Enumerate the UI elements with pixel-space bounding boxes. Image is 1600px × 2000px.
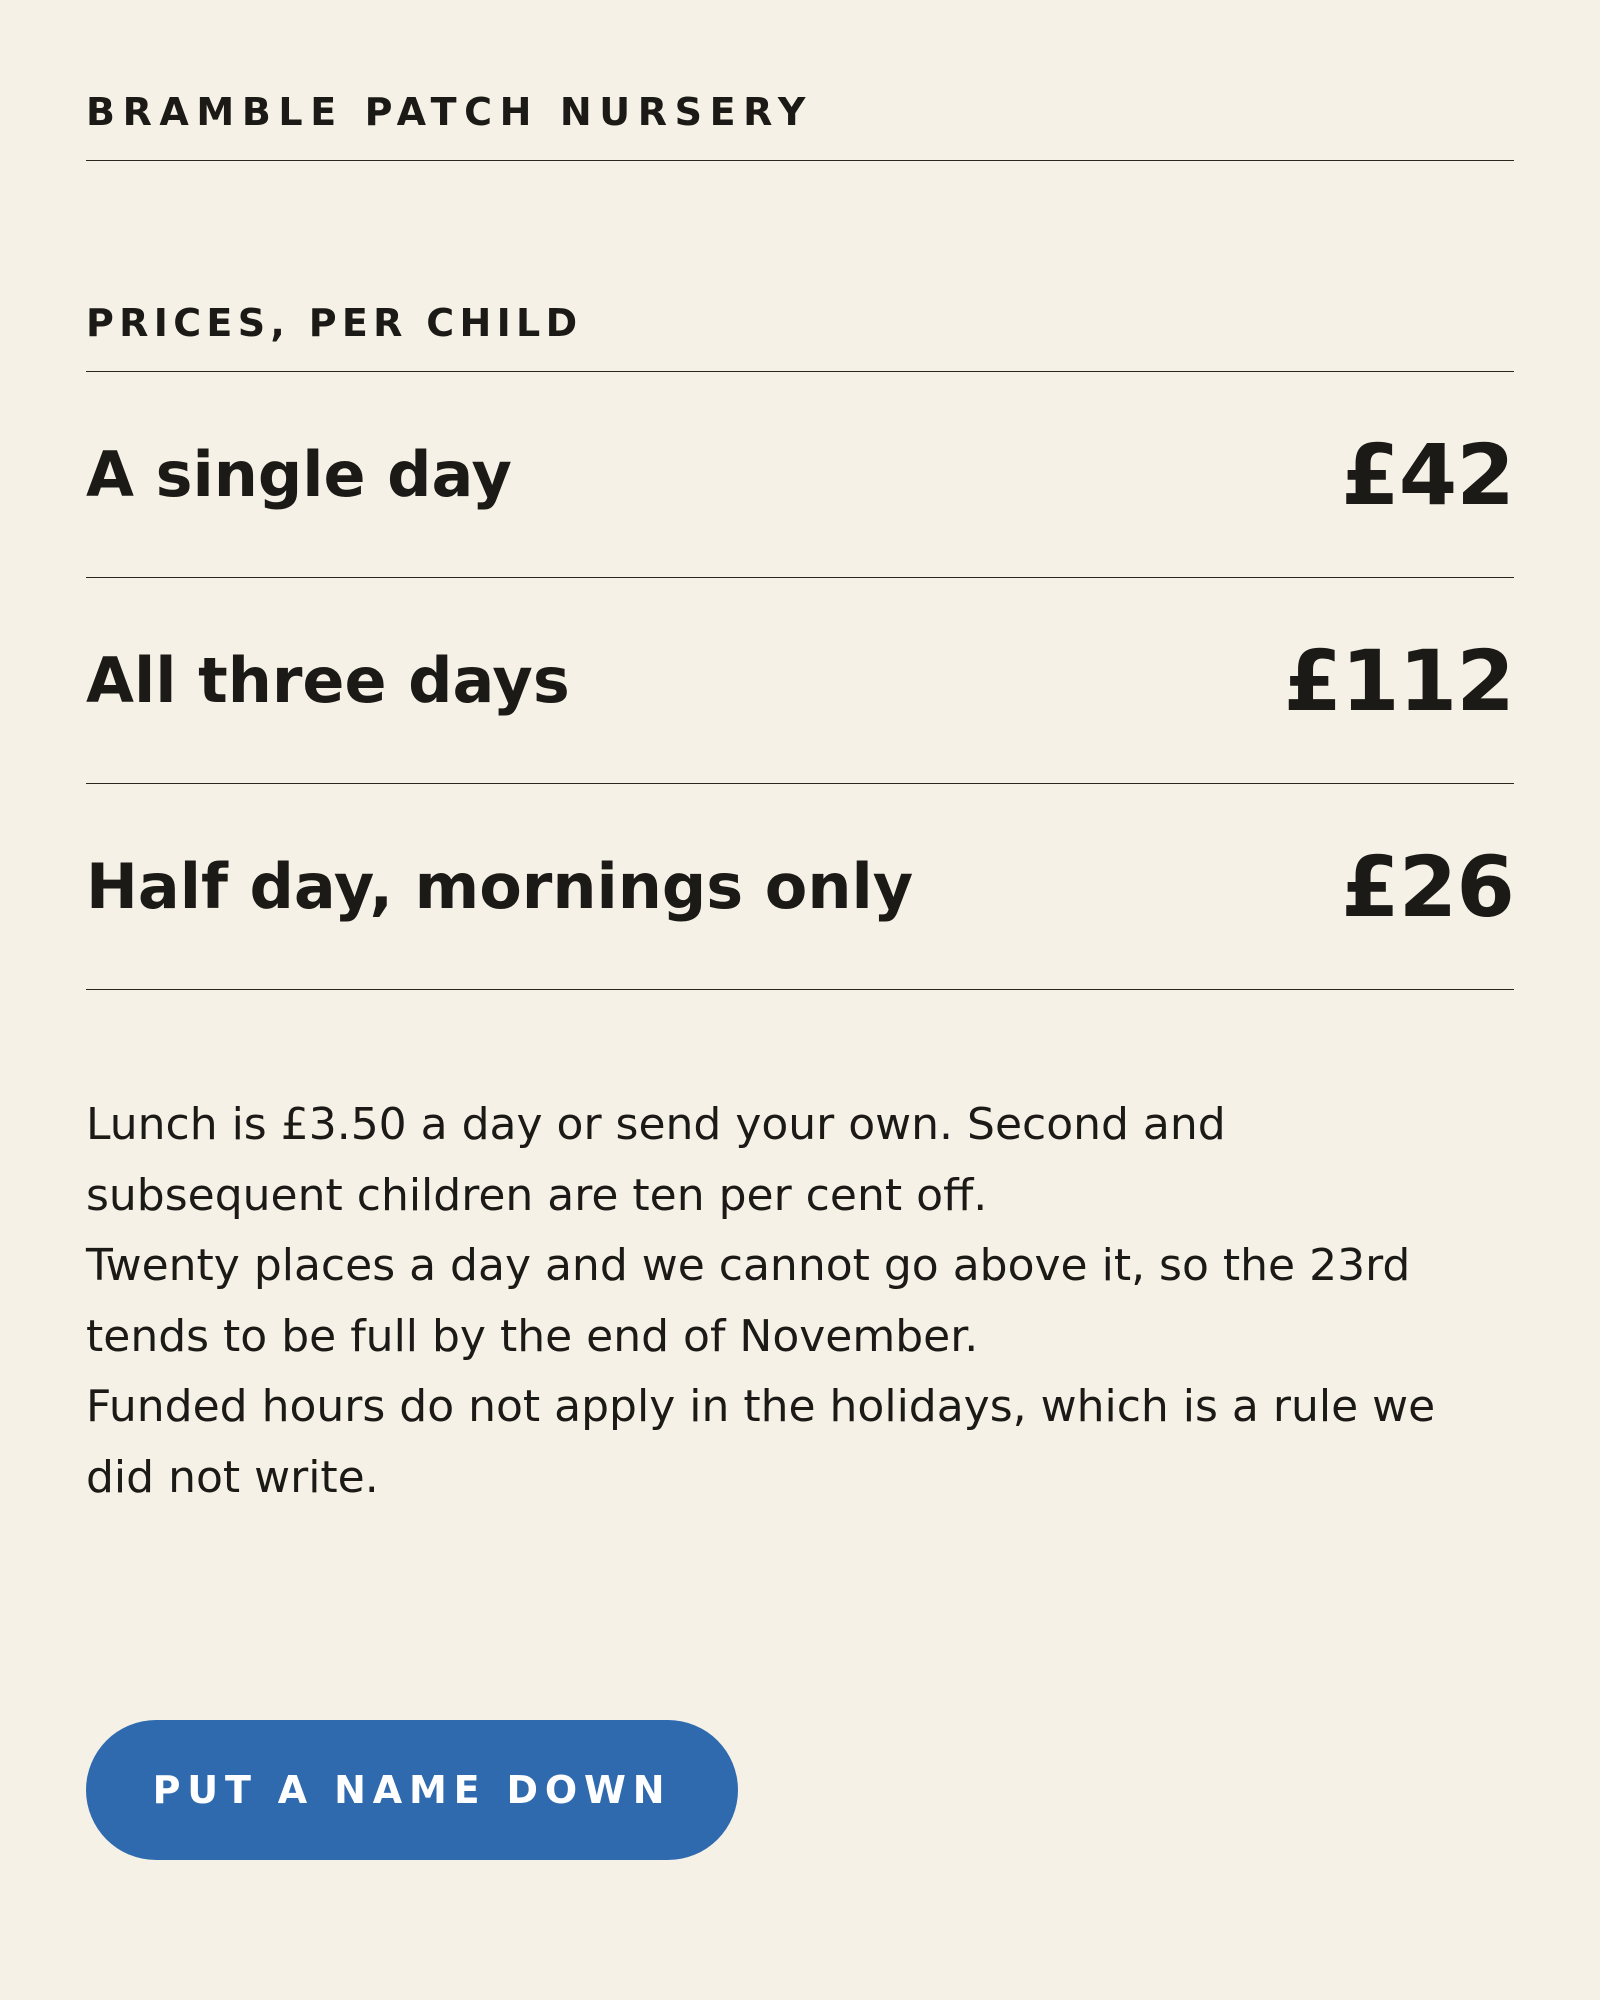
prices-heading: PRICES, PER CHILD [86,301,583,345]
price-row-single-day [86,372,1514,578]
price-label: A single day [86,437,512,511]
note-funded-hours: Funded hours do not apply in the holidays, which is a rule we did not write. [86,1381,1436,1503]
brand-name: BRAMBLE PATCH NURSERY [86,90,814,134]
price-amount: £26 [1341,837,1514,936]
site-header [86,0,1514,161]
note-places: Twenty places a day and we cannot go above it, so the 23rd tends to be full by the end of November. [86,1240,1411,1362]
price-list [86,372,1514,990]
put-name-down-button[interactable]: PUT A NAME DOWN [86,1720,738,1860]
pricing-notes [86,1090,1486,1513]
price-row-half-day [86,784,1514,990]
price-label: All three days [86,643,570,717]
price-amount: £42 [1341,425,1514,524]
price-row-three-days [86,578,1514,784]
prices-heading-row [86,299,1514,372]
note-lunch-siblings: Lunch is £3.50 a day or send your own. Second and subsequent children are ten per cent off. [86,1099,1226,1221]
price-label: Half day, mornings only [86,849,914,923]
price-amount: £112 [1283,631,1514,730]
prices-section [86,299,1514,990]
